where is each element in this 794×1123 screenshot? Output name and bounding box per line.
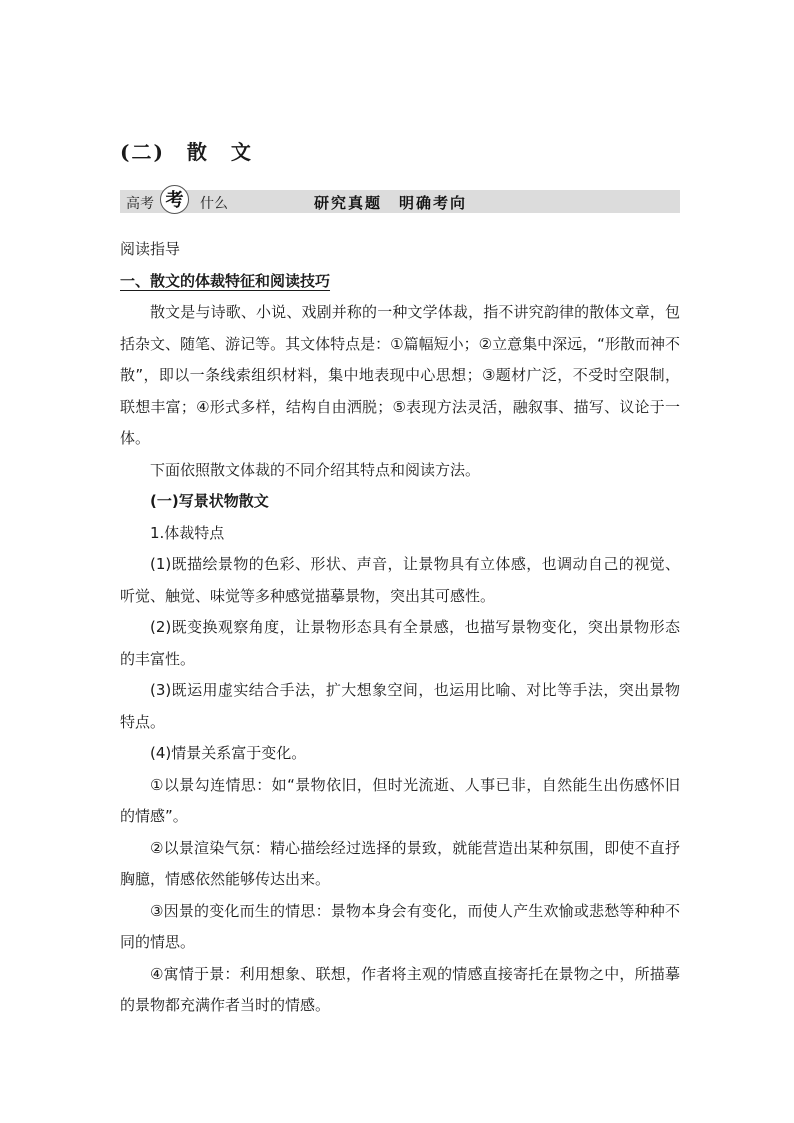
kao-circle-icon: 考 bbox=[160, 185, 189, 214]
paragraph-intro: 散文是与诗歌、小说、戏剧并称的一种文学体裁，指不讲究韵律的散体文章，包括杂文、随笔、游记等。其文体特点是：①篇幅短小；②立意集中深远，“形散而神不散”，即以一条线索组织材料，集中地表现中心思想；③题材广泛，不受时空限制，联想丰富；④形式多样，结构自由洒脱；⑤表现方法灵活，融叙事、描写、议论于一体。 bbox=[120, 303, 680, 447]
section-title: (二) 散 文 bbox=[120, 140, 253, 164]
body-content bbox=[120, 234, 680, 1022]
circled-item-1: ①以景勾连情思：如“景物依旧，但时光流逝、人事已非，自然能生出伤感怀旧的情感”。 bbox=[120, 775, 680, 825]
guide-label: 阅读指导 bbox=[120, 240, 181, 258]
list-item-2: (2)既变换观察角度，让景物形态具有全景感，也描写景物变化，突出景物形态的丰富性。 bbox=[120, 618, 680, 668]
heading-essay-features: 一、散文的体裁特征和阅读技巧 bbox=[120, 271, 331, 290]
banner-left-label: 高考 bbox=[126, 196, 154, 212]
list-item-1: (1)既描绘景物的色彩、形状、声音，让景物具有立体感，也调动自己的视觉、听觉、触觉、味觉等多种感觉描摹景物，突出其可感性。 bbox=[120, 555, 680, 605]
circled-item-4: ④寓情于景：利用想象、联想，作者将主观的情感直接寄托在景物之中，所描摹的景物都充满作者当时的情感。 bbox=[120, 964, 680, 1014]
circled-item-3: ③因景的变化而生的情思：景物本身会有变化，而使人产生欢愉或悲愁等种种不同的情思。 bbox=[120, 901, 680, 951]
banner-slogan: 研究真题 明确考向 bbox=[314, 194, 468, 212]
list-item-4: (4)情景关系富于变化。 bbox=[150, 744, 307, 762]
subheading-scenery-essay: (一)写景状物散文 bbox=[150, 492, 269, 510]
section-banner bbox=[120, 190, 680, 213]
banner-mid-label: 什么 bbox=[200, 196, 228, 212]
subheading-genre-features: 1.体裁特点 bbox=[150, 523, 225, 542]
circled-item-2: ②以景渲染气氛：精心描绘经过选择的景致，就能营造出某种氛围，即使不直抒胸臆，情感依然能够传达出来。 bbox=[120, 838, 680, 888]
paragraph-transition: 下面依照散文体裁的不同介绍其特点和阅读方法。 bbox=[150, 460, 481, 479]
list-item-3: (3)既运用虚实结合手法，扩大想象空间，也运用比喻、对比等手法，突出景物特点。 bbox=[120, 681, 680, 731]
